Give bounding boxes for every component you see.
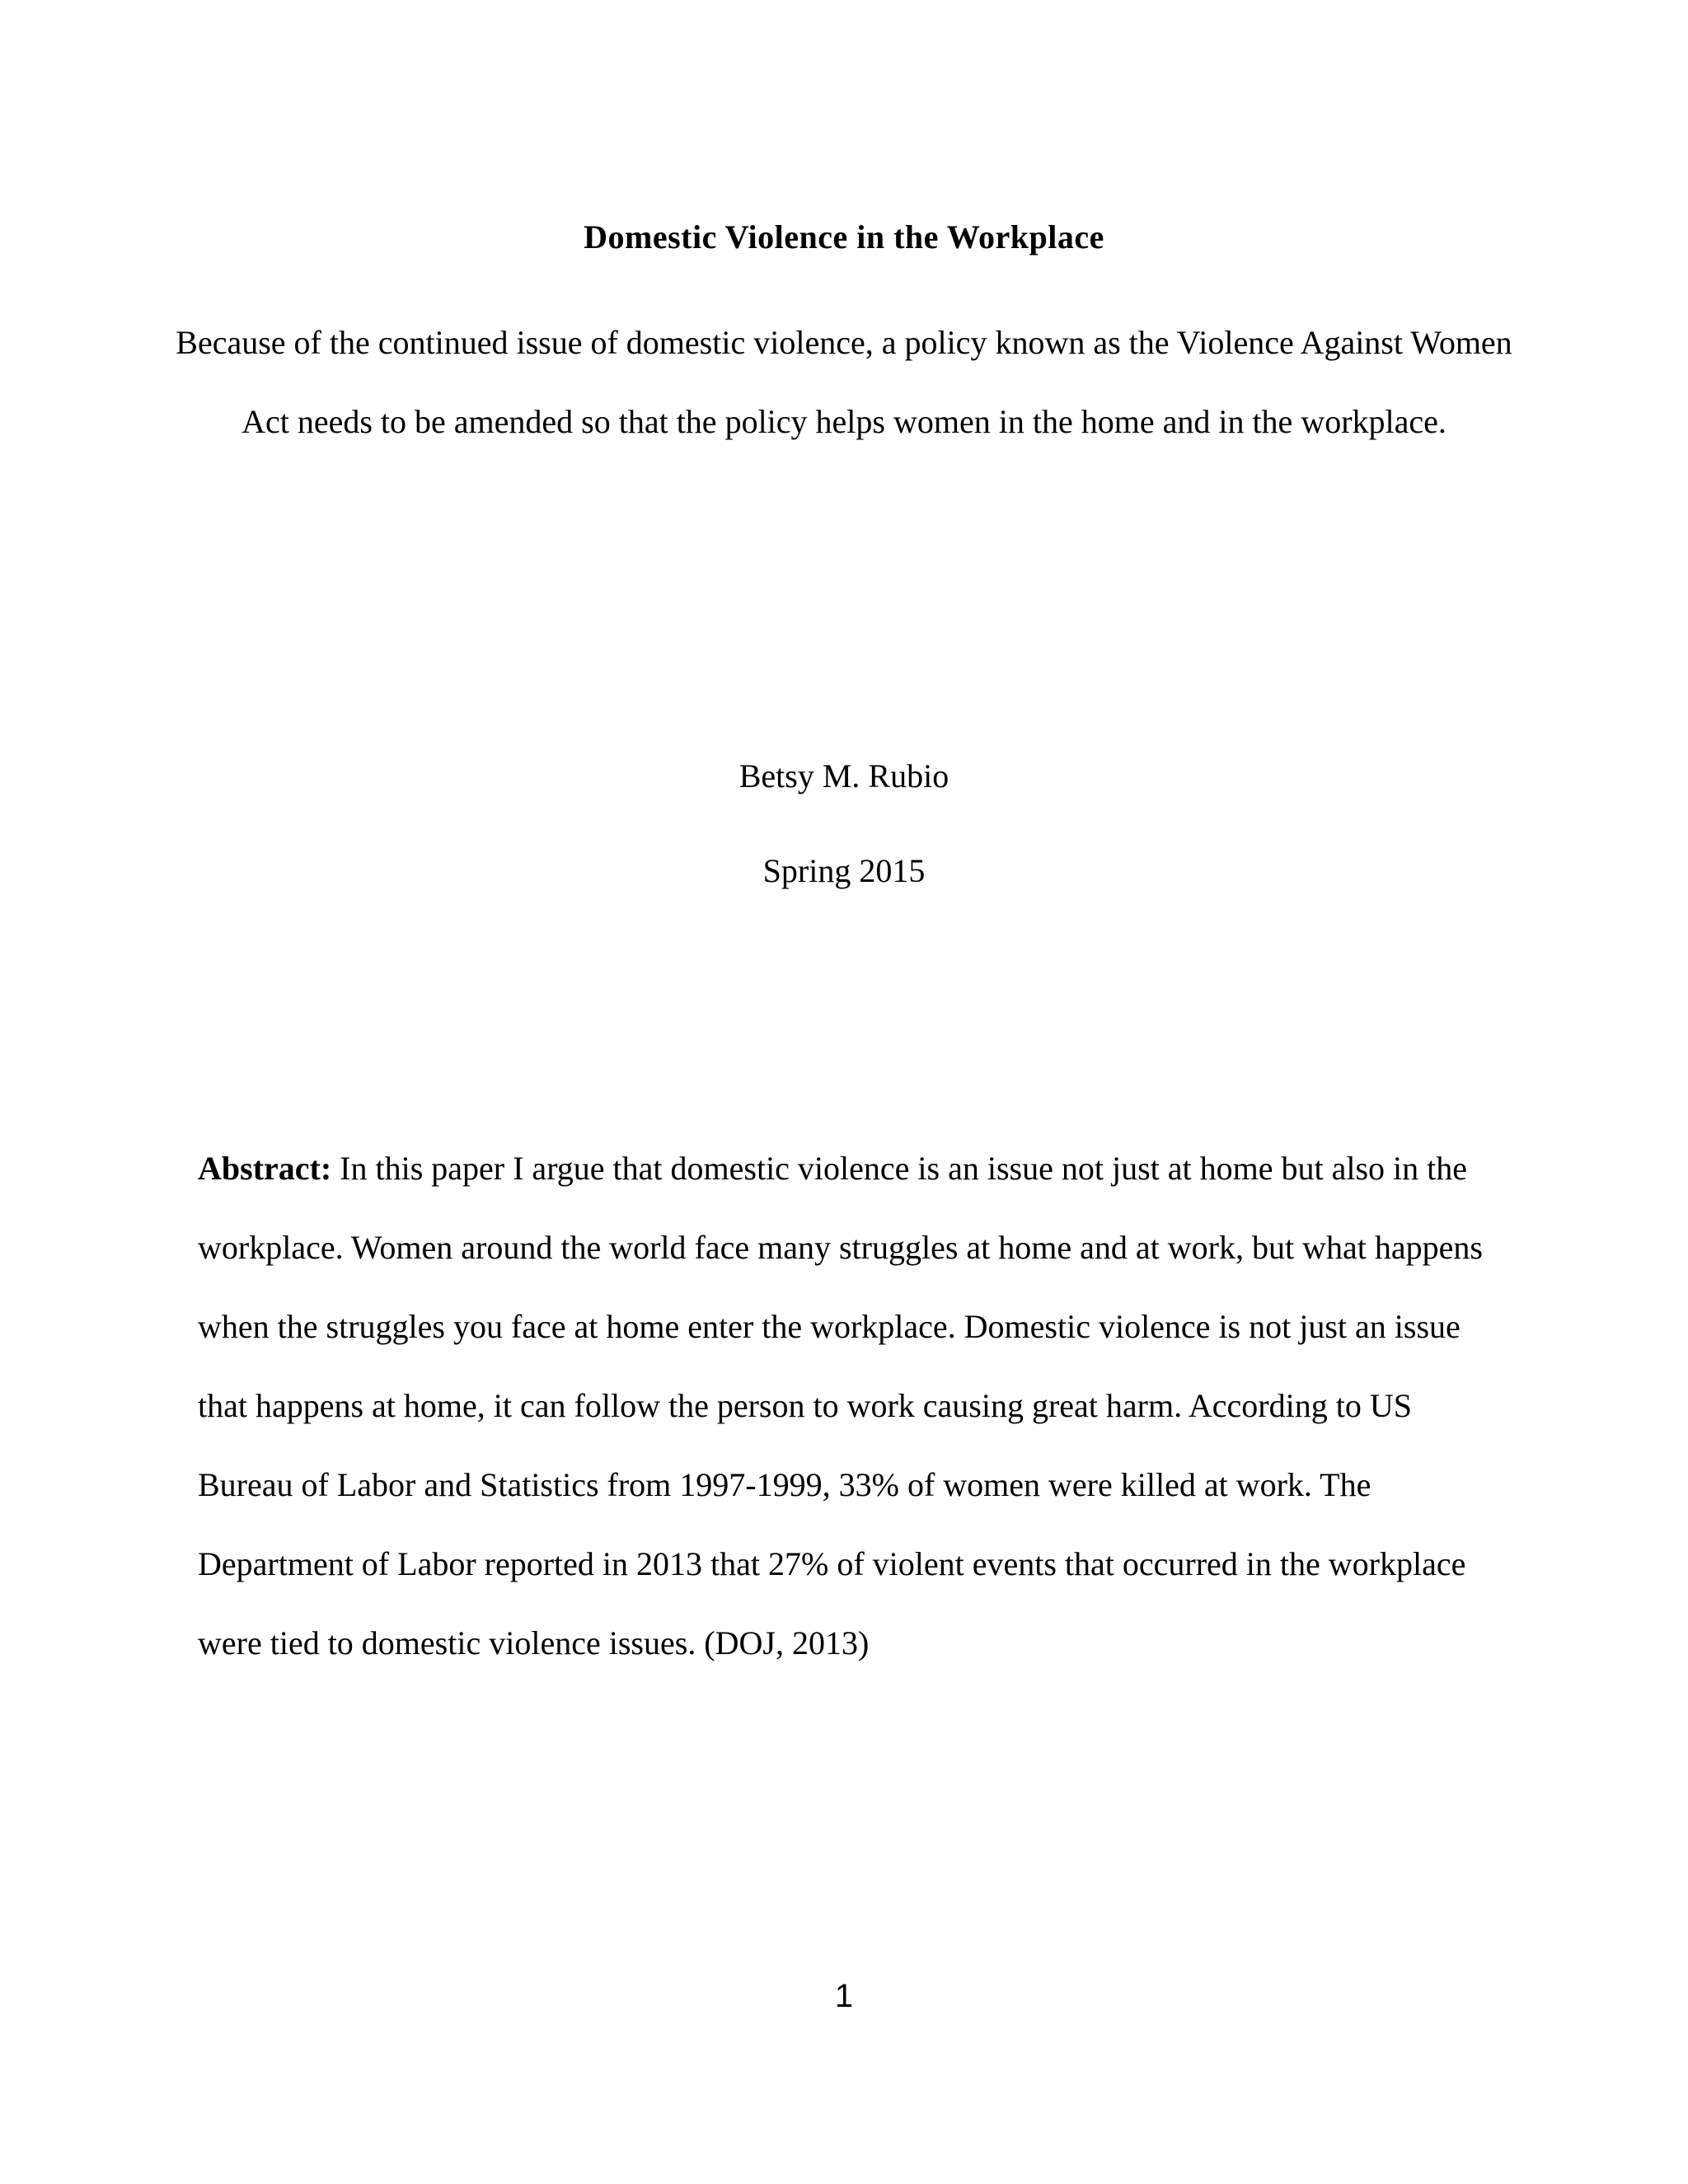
page-number: 1 <box>834 1978 854 2014</box>
abstract-label: Abstract: <box>198 1150 332 1187</box>
document-subtitle: Because of the continued issue of domestic violence, a policy known as the Violence Against Women Act needs to be amended so that the policy helps women in the home and in the workplace. <box>176 324 1512 440</box>
author-name: Betsy M. Rubio <box>738 757 950 794</box>
term-date: Spring 2015 <box>762 852 926 889</box>
abstract-paragraph <box>198 1129 1498 1683</box>
document-title: Domestic Violence in the Workplace <box>584 218 1104 255</box>
abstract-text: In this paper I argue that domestic violence is an issue not just at home but also in the workplace. Women around the world face many struggles at home and at work, but what happens when the struggles you face at home enter the workplace. Domestic violence is not just an issue that happens at home, it can follow the person to work causing great harm. According to US Bureau of Labor and Statistics from 1997-1999, 33% of women were killed at work. The Department of Labor reported in 2013 that 27% of violent events that occurred in the workplace were tied to domestic violence issues. (DOJ, 2013) <box>198 1150 1483 1661</box>
